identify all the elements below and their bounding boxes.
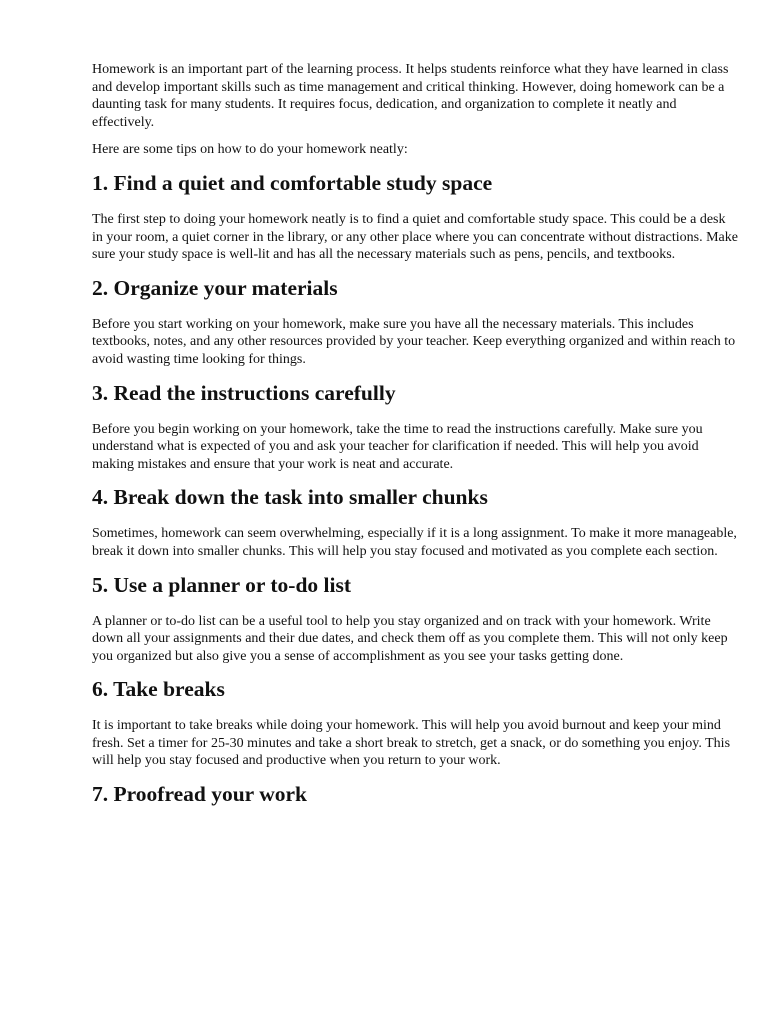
section-6-body: It is important to take breaks while doing your homework. This will help you avoid burnout and keep your mind fresh. Set a timer for 25-30 minutes and take a short break to stretch, get a snack, or do something you enjoy. This will help you stay focused and productive when you return to your work. [92, 718, 731, 769]
section-5-body: A planner or to-do list can be a useful tool to help you stay organized and on track with your homework. Write down all your assignments and their due dates, and check them off as you complete them. This will not only keep you organized but also give you a sense of accomplishment as you see your tasks getting done. [92, 613, 728, 664]
section-2-body: Before you start working on your homework, make sure you have all the necessary materials. This includes textbooks, notes, and any other resources provided by your teacher. Keep everything organized and within reach to avoid wasting time looking for things. [92, 316, 736, 367]
section-4-heading: 4. Break down the task into smaller chunks [92, 485, 488, 510]
section-7-heading: 7. Proofread your work [92, 782, 307, 807]
intro-paragraph: Homework is an important part of the learning process. It helps students reinforce what they have learned in class and develop important skills such as time management and critical thinking. However, doing homework can be a daunting task for many students. It requires focus, dedication, and organization to complete it neatly and effectively. [92, 62, 729, 130]
section-3-body: Before you begin working on your homework, take the time to read the instructions carefully. Make sure you understand what is expected of you and ask your teacher for clarification if needed. This will help you avoid making mistakes and ensure that your work is neat and accurate. [92, 421, 703, 472]
section-1-body: The first step to doing your homework neatly is to find a quiet and comfortable study space. This could be a desk in your room, a quiet corner in the library, or any other place where you can concentrate without distractions. Make sure your study space is well-lit and has all the necessary materials such as pens, pencils, and textbooks. [92, 211, 738, 263]
section-4-body: Sometimes, homework can seem overwhelming, especially if it is a long assignment. To make it more manageable, break it down into smaller chunks. This will help you stay focused and motivated as you complete each section. [92, 526, 737, 559]
tips-lead-paragraph: Here are some tips on how to do your homework neatly: [92, 142, 408, 158]
section-5-heading: 5. Use a planner or to-do list [92, 572, 352, 597]
section-1-heading: 1. Find a quiet and comfortable study space [92, 170, 493, 195]
section-6-heading: 6. Take breaks [92, 677, 225, 702]
section-3-heading: 3. Read the instructions carefully [92, 380, 396, 405]
section-2-heading: 2. Organize your materials [92, 275, 338, 300]
document-page [92, 61, 738, 822]
